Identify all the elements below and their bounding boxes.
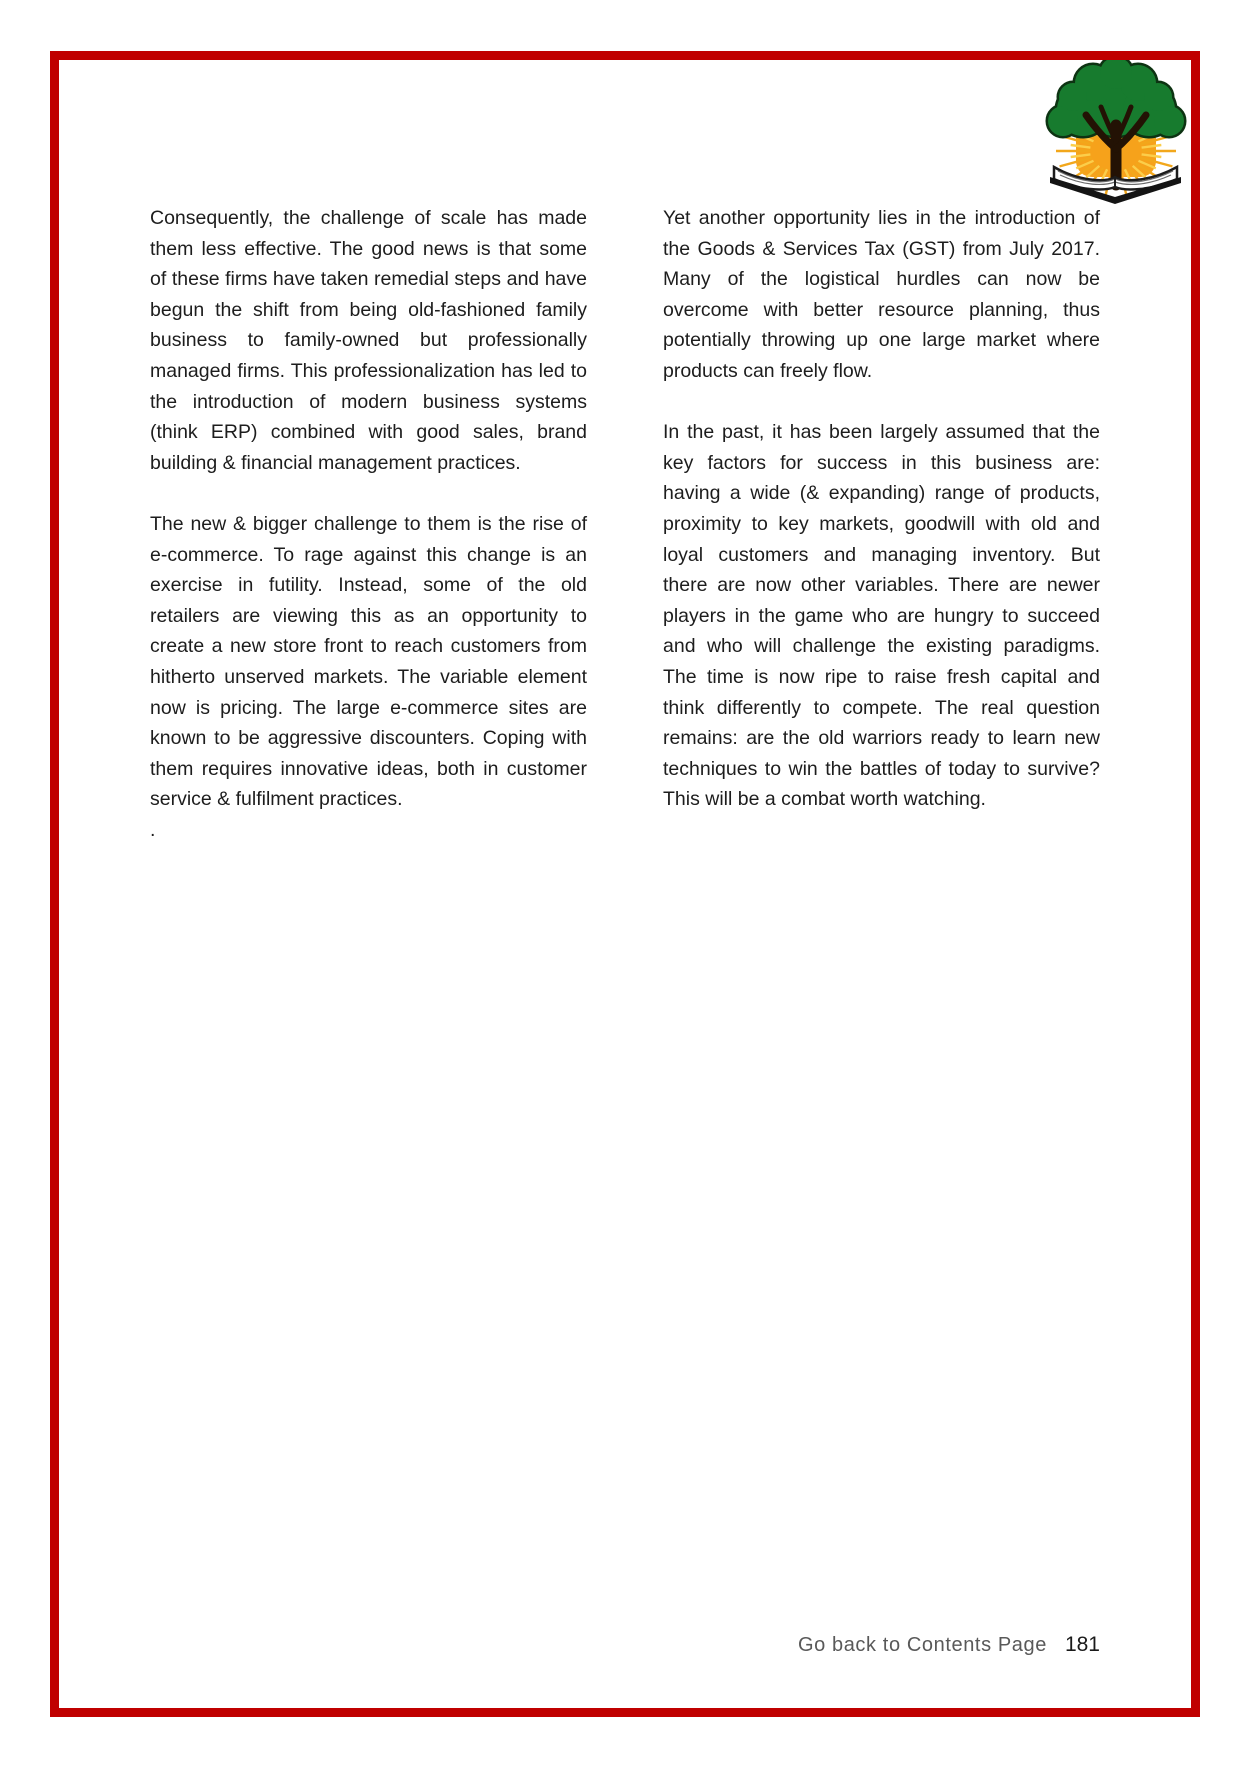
tree-book-logo <box>1038 55 1193 207</box>
left-column <box>150 203 587 845</box>
page-footer <box>150 1633 1100 1657</box>
paragraph: Yet another opportunity lies in the introduction of the Goods & Services Tax (GST) from July 2017. Many of the logistical hurdles can now be overcome with better resource planning, thus potentially throwing up one large market where products can freely flow. <box>663 207 1100 382</box>
paragraph: Consequently, the challenge of scale has made them less effective. The good news is that some of these firms have taken remedial steps and have begun the shift from being old-fashioned family business to family-owned but professionally managed firms. This professionalization has led to the introduction of modern business systems (think ERP) combined with good sales, brand building & financial management practices. <box>150 207 587 474</box>
paragraph: In the past, it has been largely assumed that the key factors for success in this business are: having a wide (& expanding) range of products, proximity to key markets, goodwill with old and loyal customers and managing inventory. But there are now other variables. There are newer players in the game who are hungry to succeed and who will challenge the existing paradigms. The time is now ripe to raise fresh capital and think differently to compete. The real question remains: are the old warriors ready to learn new techniques to win the battles of today to survive? This will be a combat worth watching. <box>663 421 1100 811</box>
article-body <box>150 203 1100 845</box>
go-back-to-contents-link[interactable]: Go back to Contents Page <box>797 1634 1047 1656</box>
page-number: 181 <box>1064 1633 1100 1656</box>
paragraph: . <box>150 818 156 841</box>
right-column <box>663 203 1100 845</box>
paragraph: The new & bigger challenge to them is the rise of e-commerce. To rage against this change is an exercise in futility. Instead, some of the old retailers are viewing this as an opportunity to create a new store front to reach customers from hitherto unserved markets. The variable element now is pricing. The large e-commerce sites are known to be aggressive discounters. Coping with them requires innovative ideas, both in customer service & fulfilment practices. <box>150 512 587 811</box>
tree-book-logo-graphic <box>1038 55 1193 207</box>
